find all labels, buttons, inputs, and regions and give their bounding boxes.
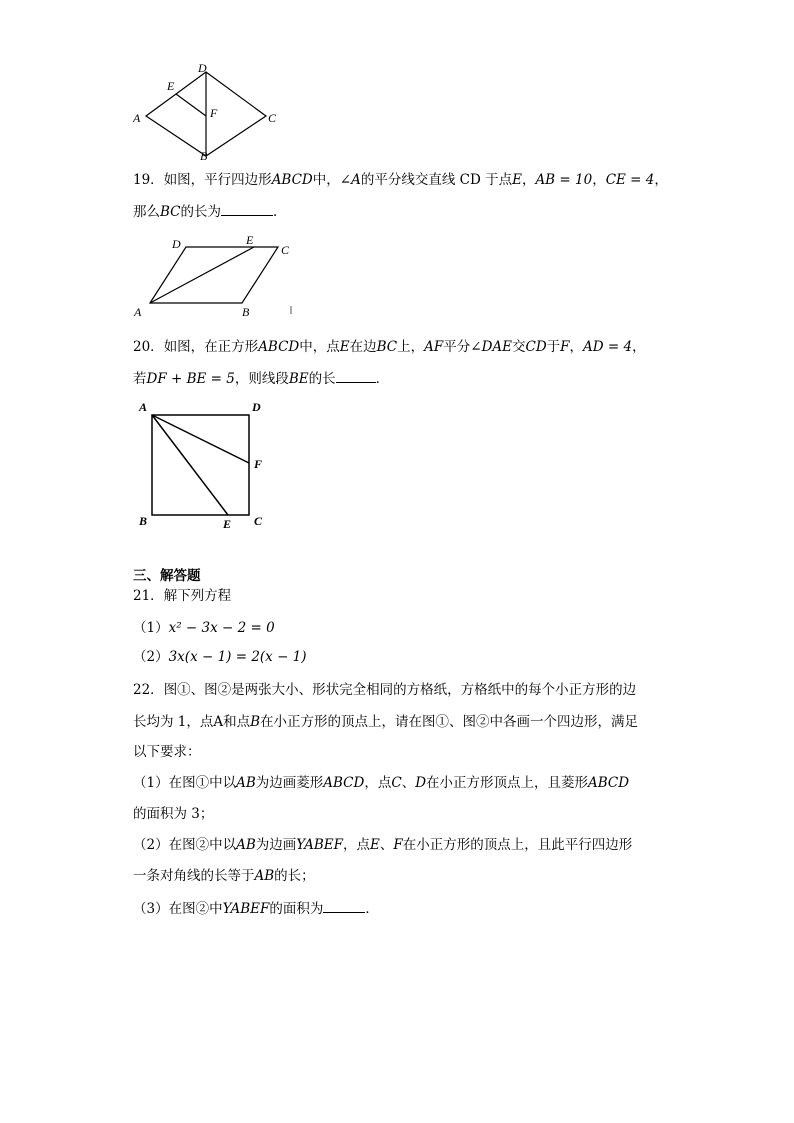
- q20-text: 如图，在正方形: [163, 339, 259, 355]
- q19-text: ，: [654, 172, 668, 188]
- q21-part1: [133, 622, 275, 636]
- q22-math: AB: [236, 775, 256, 791]
- label-f: F: [210, 106, 218, 120]
- label-d: D: [252, 400, 261, 414]
- q20-math: ∠DAE: [470, 339, 513, 355]
- segment-af: [152, 415, 249, 463]
- segment-ae: [152, 415, 228, 515]
- q19-text: 的平分线交直线 CD 于点: [360, 172, 513, 188]
- q19-text: 如图，平行四边形: [163, 172, 272, 188]
- label-a: A: [139, 400, 148, 414]
- q20-text: ，则线段: [234, 371, 289, 387]
- q19-math: ABCD: [271, 172, 313, 188]
- label-f: F: [254, 457, 263, 471]
- q21-part1-label: （1）: [133, 620, 169, 636]
- q19-text: ，: [521, 172, 536, 188]
- q20-math: BC: [376, 339, 398, 355]
- q21-part2-equation: 3x(x − 1) = 2(x − 1): [168, 649, 307, 665]
- label-d: D: [172, 237, 181, 251]
- q22-math: ABCD: [323, 775, 365, 791]
- q22-text: 长均为 1，点A和点: [133, 714, 251, 730]
- label-d: D: [198, 61, 207, 75]
- q20-number: 20．: [133, 339, 164, 355]
- q19-math: ∠A: [339, 172, 361, 188]
- q20-text: 在边: [349, 339, 377, 355]
- q19-line1: [133, 174, 668, 188]
- q22-text: 在小正方形的顶点上，且此平行四边形: [402, 837, 633, 853]
- figure-q20-square: [135, 398, 275, 533]
- q22-line3: 以下要求：: [133, 744, 201, 760]
- q22-text: （2）在图②中以: [133, 837, 237, 853]
- q22-text: ．: [365, 901, 379, 917]
- bisector-ae: [150, 247, 254, 303]
- q20-math: DF + BE = 5: [146, 371, 235, 387]
- q20-answer-blank[interactable]: [336, 372, 376, 383]
- q22-text: 在小正方形的顶点上，请在图①、图②中各画一个四边形，满足: [260, 714, 639, 730]
- q20-math: ABCD: [258, 339, 300, 355]
- q22-math: YABEF: [296, 837, 344, 853]
- q20-text: ，: [569, 339, 584, 355]
- q22-math: C: [391, 775, 402, 791]
- q19-text: 的长为: [180, 204, 222, 220]
- q20-text: 交: [512, 339, 526, 355]
- q19-number: 19．: [133, 172, 164, 188]
- q22-line6: [133, 839, 632, 853]
- q22-line7: [133, 870, 315, 884]
- q20-math: AD = 4: [583, 339, 633, 355]
- q20-line1: [133, 341, 646, 355]
- q22-line8: [133, 902, 379, 917]
- label-b: B: [139, 514, 148, 528]
- q20-line2: [133, 372, 389, 387]
- q22-math: E: [370, 837, 380, 853]
- q20-text: 中，点: [299, 339, 340, 355]
- q19-text: 那么: [133, 204, 160, 220]
- q20-text: 若: [133, 371, 147, 387]
- q19-math: CE = 4: [605, 172, 655, 188]
- label-c: C: [254, 514, 263, 528]
- q22-line2: [133, 716, 638, 730]
- q22-text: ，点: [364, 775, 392, 791]
- q22-text: ，点: [343, 837, 371, 853]
- q22-text: 的面积为: [269, 901, 324, 917]
- square-outline: [152, 415, 249, 515]
- parallelogram-outline: [150, 247, 278, 303]
- q19-math: AB = 10: [535, 172, 593, 188]
- label-a: A: [134, 305, 142, 319]
- figure-q19-parallelogram: [130, 230, 300, 320]
- q20-text: 平分: [443, 339, 471, 355]
- q20-math: CD: [525, 339, 547, 355]
- q20-math: F: [560, 339, 570, 355]
- label-b: B: [200, 149, 208, 163]
- q22-line5: 的面积为 3；: [133, 806, 214, 822]
- label-e: E: [223, 517, 232, 531]
- q22-text: 为边画菱形: [255, 775, 324, 791]
- q20-math: E: [339, 339, 350, 355]
- section-heading: 三、解答题: [133, 568, 201, 584]
- q21-part2-label: （2）: [133, 649, 169, 665]
- q20-math: AF: [424, 339, 444, 355]
- q22-text: 、: [401, 775, 416, 791]
- q21-part1-equation: x² − 3x − 2 = 0: [168, 620, 275, 636]
- q22-math: YABEF: [222, 901, 270, 917]
- q19-text: ．: [273, 204, 287, 220]
- q21-number: 21．: [133, 588, 164, 604]
- label-e: E: [167, 79, 175, 93]
- q20-text: ，: [632, 339, 646, 355]
- q22-math: AB: [254, 868, 275, 884]
- label-c: C: [281, 243, 290, 257]
- q22-text: 在小正方形顶点上，且菱形: [426, 775, 589, 791]
- q22-number: 22．: [133, 682, 164, 698]
- q19-text: ，: [592, 172, 606, 188]
- segment-ef: [176, 94, 206, 116]
- q22-text: 的长；: [274, 868, 315, 884]
- q22-math: B: [250, 714, 261, 730]
- q21-title: [133, 590, 231, 604]
- q22-text: （3）在图②中: [133, 901, 223, 917]
- q22-math: D: [415, 775, 427, 791]
- q22-text: （1）在图①中以: [133, 775, 237, 791]
- q22-math: F: [393, 837, 403, 853]
- label-c: C: [268, 111, 277, 125]
- q22-text: 为边画: [255, 837, 297, 853]
- q20-math: BE: [288, 371, 309, 387]
- q22-math: ABCD: [588, 775, 630, 791]
- q22-text: 一条对角线的长等于: [133, 868, 255, 884]
- q19-math: E: [512, 172, 522, 188]
- q21-text: 解下列方程: [163, 588, 232, 604]
- q19-line2: [133, 205, 287, 220]
- q21-part2: [133, 651, 307, 665]
- q22-text: 图①、图②是两张大小、形状完全相同的方格纸，方格纸中的每个小正方形的边: [163, 682, 637, 698]
- q19-text: 中，: [312, 172, 340, 188]
- label-a: A: [133, 111, 141, 125]
- q22-answer-blank[interactable]: [323, 902, 365, 913]
- figure-q18-rhombus: [130, 60, 280, 165]
- q22-math: AB: [236, 837, 256, 853]
- q20-text: ．: [375, 371, 390, 387]
- q20-text: 于: [546, 339, 561, 355]
- q20-text: 上，: [397, 339, 425, 355]
- label-b: B: [242, 305, 250, 319]
- label-e: E: [246, 233, 254, 247]
- q22-text: 、: [379, 837, 394, 853]
- q22-line1: [133, 684, 636, 698]
- q22-line4: [133, 777, 629, 791]
- q19-math: BC: [160, 204, 181, 220]
- q19-answer-blank[interactable]: [221, 205, 273, 216]
- q20-text: 的长: [308, 371, 336, 387]
